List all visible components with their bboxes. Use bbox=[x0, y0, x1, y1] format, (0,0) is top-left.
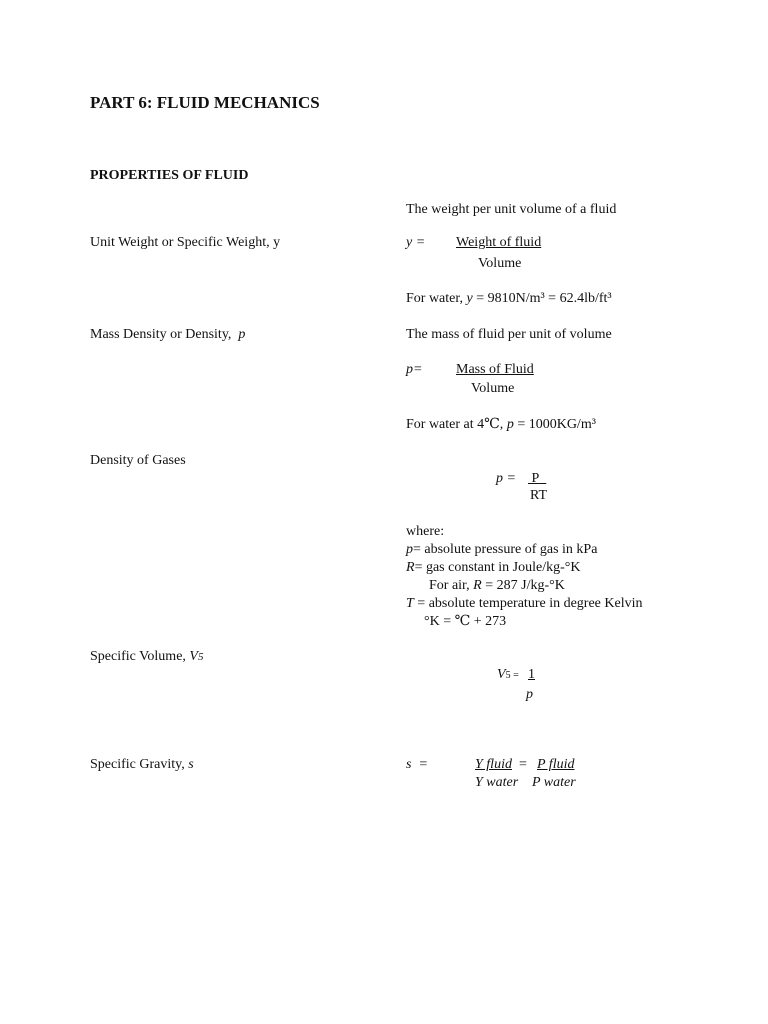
specific-gravity-den1: Y water bbox=[475, 775, 519, 790]
mass-density-label-text: Mass Density or Density, bbox=[90, 327, 232, 342]
unit-weight-label: Unit Weight or Specific Weight, y bbox=[90, 235, 281, 250]
mass-density-description: The mass of fluid per unit of volume bbox=[406, 327, 612, 342]
gas-kelvin: °K = ℃ + 273 bbox=[424, 614, 507, 629]
gas-density-numerator bbox=[528, 470, 546, 488]
specific-volume-symbol bbox=[497, 666, 519, 685]
unit-weight-description: The weight per unit volume of a fluid bbox=[406, 202, 617, 217]
water-prefix: For water at 4℃, bbox=[406, 417, 507, 432]
specific-gravity-num2: P fluid bbox=[537, 757, 575, 772]
gas-density-label: Density of Gases bbox=[90, 453, 186, 468]
specific-gravity-num1: Y fluid bbox=[475, 757, 512, 772]
water-value: = 1000KG/m³ bbox=[513, 417, 596, 432]
gas-r-definition bbox=[406, 559, 580, 577]
gas-air-text: = 287 J/kg-°K bbox=[481, 578, 565, 593]
gas-air-symbol: R bbox=[473, 578, 482, 593]
water-symbol: y bbox=[466, 291, 473, 306]
unit-weight-water bbox=[406, 290, 612, 308]
specific-gravity-den2: P water bbox=[532, 775, 576, 790]
gas-r-text: = gas constant in Joule/kg-°K bbox=[414, 560, 581, 575]
gas-density-denominator: RT bbox=[530, 488, 548, 503]
unit-weight-symbol: y = bbox=[406, 235, 426, 250]
water-value: = 9810N/m³ = 62.4lb/ft³ bbox=[472, 291, 612, 306]
mass-density-label bbox=[90, 326, 245, 344]
specific-volume-v: V bbox=[497, 667, 506, 682]
specific-volume-denominator: p bbox=[526, 687, 533, 702]
specific-volume-label bbox=[90, 648, 203, 666]
specific-volume-sub: 5 = bbox=[505, 670, 519, 681]
mass-density-denominator: Volume bbox=[471, 381, 515, 396]
mass-density-label-symbol: p bbox=[238, 327, 246, 342]
specific-volume-label-symbol: V bbox=[189, 649, 198, 664]
gas-t-definition bbox=[406, 595, 643, 613]
specific-gravity-label-symbol: s bbox=[188, 757, 194, 772]
unit-weight-denominator: Volume bbox=[478, 256, 522, 271]
specific-volume-label-text: Specific Volume, bbox=[90, 649, 186, 664]
specific-gravity-symbol: s = bbox=[406, 757, 428, 772]
part-title: PART 6: FLUID MECHANICS bbox=[90, 93, 320, 112]
mass-density-water bbox=[406, 416, 596, 434]
gas-air-value bbox=[429, 577, 565, 595]
gas-density-symbol: p = bbox=[496, 471, 516, 486]
specific-gravity-label bbox=[90, 756, 194, 774]
unit-weight-numerator: Weight of fluid bbox=[456, 235, 542, 250]
gas-p-text: = absolute pressure of gas in kPa bbox=[413, 542, 598, 557]
specific-gravity-label-text: Specific Gravity, bbox=[90, 757, 185, 772]
gas-density-numerator-text: P bbox=[531, 471, 540, 486]
water-symbol: p bbox=[506, 417, 514, 432]
gas-p-definition bbox=[406, 541, 597, 559]
gas-where: where: bbox=[406, 524, 445, 539]
specific-volume-numerator: 1 bbox=[528, 667, 535, 682]
section-title: PROPERTIES OF FLUID bbox=[90, 168, 249, 183]
gas-r-symbol: R bbox=[406, 560, 415, 575]
water-prefix: For water, bbox=[406, 291, 467, 306]
gas-air-prefix: For air, bbox=[429, 578, 474, 593]
mass-density-symbol: p= bbox=[406, 362, 423, 377]
gas-t-text: = absolute temperature in degree Kelvin bbox=[413, 596, 643, 611]
specific-gravity-equals: = bbox=[519, 757, 527, 772]
gas-p-symbol: p bbox=[406, 542, 413, 557]
gas-t-symbol: T bbox=[406, 596, 414, 611]
specific-volume-label-sub: 5 bbox=[197, 651, 204, 663]
mass-density-numerator: Mass of Fluid bbox=[456, 362, 534, 377]
